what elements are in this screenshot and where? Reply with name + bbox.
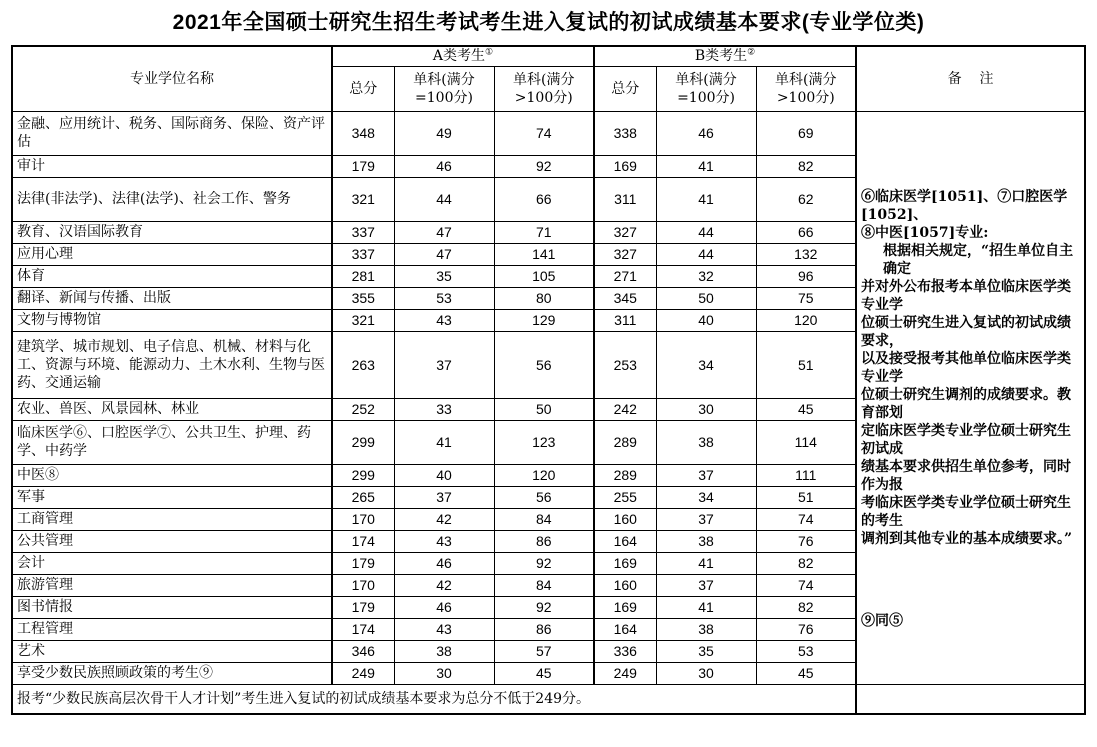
major-name: 会计	[12, 552, 332, 574]
score-a-total: 337	[332, 221, 394, 243]
score-b-s100: 41	[656, 596, 756, 618]
score-b-total: 327	[594, 243, 656, 265]
score-b-sgt: 82	[756, 155, 856, 177]
score-b-total: 160	[594, 508, 656, 530]
score-b-s100: 30	[656, 662, 756, 684]
score-b-sgt: 82	[756, 596, 856, 618]
score-b-total: 169	[594, 596, 656, 618]
major-name: 审计	[12, 155, 332, 177]
score-b-s100: 35	[656, 640, 756, 662]
major-name: 法律(非法学)、法律(法学)、社会工作、警务	[12, 177, 332, 221]
table-row	[12, 111, 1085, 155]
score-b-s100: 38	[656, 618, 756, 640]
header-a-single-gt100-line2: >100分)	[514, 89, 573, 106]
score-b-total: 164	[594, 618, 656, 640]
remarks-line6: 以及接受报考其他单位临床医学类专业学	[861, 350, 1072, 385]
major-name: 翻译、新闻与传播、出版	[12, 287, 332, 309]
major-name: 工程管理	[12, 618, 332, 640]
score-a-total: 249	[332, 662, 394, 684]
score-a-sgt: 105	[494, 265, 594, 287]
header-group-b	[594, 46, 856, 66]
score-a-sgt: 123	[494, 420, 594, 464]
score-a-s100: 42	[394, 574, 494, 596]
score-a-total: 337	[332, 243, 394, 265]
score-a-sgt: 86	[494, 530, 594, 552]
score-a-s100: 33	[394, 398, 494, 420]
major-name: 中医⑧	[12, 464, 332, 486]
score-a-sgt: 92	[494, 155, 594, 177]
score-a-sgt: 120	[494, 464, 594, 486]
score-a-s100: 46	[394, 155, 494, 177]
score-b-sgt: 51	[756, 331, 856, 398]
score-b-total: 338	[594, 111, 656, 155]
header-group-a	[332, 46, 594, 66]
score-a-s100: 49	[394, 111, 494, 155]
score-table	[11, 45, 1086, 715]
header-b-single-100	[656, 66, 756, 111]
score-a-total: 170	[332, 508, 394, 530]
score-a-total: 299	[332, 420, 394, 464]
score-a-total: 321	[332, 177, 394, 221]
header-a-total: 总分	[332, 66, 394, 111]
score-a-sgt: 129	[494, 309, 594, 331]
score-b-sgt: 132	[756, 243, 856, 265]
major-name: 工商管理	[12, 508, 332, 530]
score-b-sgt: 74	[756, 508, 856, 530]
score-b-total: 311	[594, 309, 656, 331]
score-b-total: 255	[594, 486, 656, 508]
score-a-sgt: 71	[494, 221, 594, 243]
score-b-s100: 44	[656, 243, 756, 265]
score-b-sgt: 53	[756, 640, 856, 662]
score-a-sgt: 66	[494, 177, 594, 221]
score-a-total: 263	[332, 331, 394, 398]
remarks-line7: 位硕士研究生调剂的成绩要求。教育部划	[861, 386, 1072, 421]
score-a-s100: 35	[394, 265, 494, 287]
score-b-sgt: 76	[756, 618, 856, 640]
major-name: 公共管理	[12, 530, 332, 552]
score-a-s100: 43	[394, 309, 494, 331]
score-a-s100: 37	[394, 331, 494, 398]
score-b-total: 271	[594, 265, 656, 287]
score-a-total: 179	[332, 596, 394, 618]
footer-note: 报考“少数民族高层次骨干人才计划”考生进入复试的初试成绩基本要求为总分不低于249分。	[12, 684, 856, 714]
score-b-sgt: 96	[756, 265, 856, 287]
major-name: 旅游管理	[12, 574, 332, 596]
score-a-sgt: 86	[494, 618, 594, 640]
score-b-total: 242	[594, 398, 656, 420]
score-a-sgt: 56	[494, 486, 594, 508]
header-b-single-gt100	[756, 66, 856, 111]
header-a-single-100-line2: =100分)	[415, 89, 473, 106]
score-b-sgt: 62	[756, 177, 856, 221]
footer-remarks-empty	[856, 684, 1085, 714]
score-a-total: 355	[332, 287, 394, 309]
score-b-s100: 44	[656, 221, 756, 243]
score-b-sgt: 114	[756, 420, 856, 464]
page-title: 2021年全国硕士研究生招生考试考生进入复试的初试成绩基本要求(专业学位类)	[172, 11, 925, 34]
score-b-s100: 37	[656, 464, 756, 486]
major-name: 农业、兽医、风景园林、林业	[12, 398, 332, 420]
header-b-single-100-line2: =100分)	[677, 89, 735, 106]
score-a-s100: 53	[394, 287, 494, 309]
score-b-s100: 41	[656, 177, 756, 221]
score-b-s100: 41	[656, 552, 756, 574]
remarks-line4: 并对外公布报考本单位临床医学类专业学	[861, 278, 1072, 313]
major-name: 金融、应用统计、税务、国际商务、保险、资产评估	[12, 111, 332, 155]
score-a-s100: 42	[394, 508, 494, 530]
score-a-s100: 43	[394, 618, 494, 640]
score-a-s100: 38	[394, 640, 494, 662]
major-name: 艺术	[12, 640, 332, 662]
score-a-s100: 44	[394, 177, 494, 221]
header-a-single-gt100-line1: 单科(满分	[513, 71, 575, 88]
score-b-s100: 38	[656, 420, 756, 464]
remarks-line2: ⑧中医[1057]专业:	[861, 224, 989, 241]
major-name: 建筑学、城市规划、电子信息、机械、材料与化工、资源与环境、能源动力、土木水利、生物与医药、交通运输	[12, 331, 332, 398]
score-b-s100: 37	[656, 508, 756, 530]
group-a-label: A类考生	[432, 48, 486, 65]
score-a-sgt: 84	[494, 574, 594, 596]
score-a-s100: 46	[394, 552, 494, 574]
score-b-sgt: 74	[756, 574, 856, 596]
score-a-total: 281	[332, 265, 394, 287]
score-b-sgt: 75	[756, 287, 856, 309]
score-b-sgt: 111	[756, 464, 856, 486]
score-a-total: 346	[332, 640, 394, 662]
header-major-name: 专业学位名称	[12, 46, 332, 111]
score-b-total: 160	[594, 574, 656, 596]
score-a-total: 348	[332, 111, 394, 155]
score-b-s100: 34	[656, 486, 756, 508]
major-name: 体育	[12, 265, 332, 287]
score-b-total: 289	[594, 420, 656, 464]
header-row-groups	[12, 46, 1085, 66]
remarks-line3: 根据相关规定，“招生单位自主确定	[883, 242, 1074, 277]
major-name: 临床医学⑥、口腔医学⑦、公共卫生、护理、药学、中药学	[12, 420, 332, 464]
remarks-line8: 定临床医学类专业学位硕士研究生初试成	[861, 422, 1072, 457]
remarks-line10: 考临床医学类专业学位硕士研究生的考生	[861, 494, 1072, 529]
score-a-total: 179	[332, 155, 394, 177]
score-a-total: 252	[332, 398, 394, 420]
score-a-s100: 30	[394, 662, 494, 684]
score-a-s100: 41	[394, 420, 494, 464]
score-a-sgt: 45	[494, 662, 594, 684]
score-b-sgt: 51	[756, 486, 856, 508]
remarks-notes	[856, 111, 1085, 684]
score-a-sgt: 74	[494, 111, 594, 155]
score-a-sgt: 92	[494, 552, 594, 574]
score-a-sgt: 56	[494, 331, 594, 398]
header-b-total: 总分	[594, 66, 656, 111]
remarks-line11: 调剂到其他专业的基本成绩要求。”	[861, 530, 1073, 547]
score-b-total: 311	[594, 177, 656, 221]
score-b-s100: 40	[656, 309, 756, 331]
score-a-total: 265	[332, 486, 394, 508]
score-b-total: 253	[594, 331, 656, 398]
score-b-total: 249	[594, 662, 656, 684]
remarks-line5: 位硕士研究生进入复试的初试成绩要求，	[861, 314, 1072, 349]
header-b-single-gt100-line1: 单科(满分	[775, 71, 837, 88]
score-b-sgt: 76	[756, 530, 856, 552]
header-a-single-100-line1: 单科(满分	[413, 71, 475, 88]
header-b-single-gt100-line2: >100分)	[776, 89, 835, 106]
score-b-s100: 46	[656, 111, 756, 155]
score-a-total: 174	[332, 618, 394, 640]
score-a-s100: 47	[394, 221, 494, 243]
score-a-s100: 43	[394, 530, 494, 552]
score-b-s100: 37	[656, 574, 756, 596]
remarks-line9: 绩基本要求供招生单位参考，同时作为报	[861, 458, 1072, 493]
major-name: 教育、汉语国际教育	[12, 221, 332, 243]
score-a-total: 174	[332, 530, 394, 552]
score-a-s100: 47	[394, 243, 494, 265]
score-b-total: 289	[594, 464, 656, 486]
score-b-s100: 32	[656, 265, 756, 287]
score-b-s100: 30	[656, 398, 756, 420]
group-b-footnote: ②	[747, 47, 756, 58]
score-a-total: 321	[332, 309, 394, 331]
score-b-sgt: 66	[756, 221, 856, 243]
header-a-single-gt100	[494, 66, 594, 111]
score-b-sgt: 45	[756, 398, 856, 420]
score-a-sgt: 57	[494, 640, 594, 662]
major-name: 军事	[12, 486, 332, 508]
header-remarks: 备 注	[856, 46, 1085, 111]
score-b-total: 327	[594, 221, 656, 243]
score-b-sgt: 69	[756, 111, 856, 155]
score-b-sgt: 82	[756, 552, 856, 574]
score-a-s100: 37	[394, 486, 494, 508]
remarks-line12: ⑨同⑤	[861, 612, 904, 629]
score-a-sgt: 84	[494, 508, 594, 530]
score-a-sgt: 50	[494, 398, 594, 420]
score-b-total: 164	[594, 530, 656, 552]
major-name: 图书情报	[12, 596, 332, 618]
score-b-s100: 38	[656, 530, 756, 552]
group-a-footnote: ①	[485, 47, 494, 58]
footer-row	[12, 684, 1085, 714]
major-name: 享受少数民族照顾政策的考生⑨	[12, 662, 332, 684]
score-b-sgt: 120	[756, 309, 856, 331]
group-b-label: B类考生	[694, 48, 748, 65]
score-a-total: 170	[332, 574, 394, 596]
score-a-sgt: 92	[494, 596, 594, 618]
score-b-sgt: 45	[756, 662, 856, 684]
score-b-s100: 50	[656, 287, 756, 309]
score-b-total: 169	[594, 155, 656, 177]
remarks-line1: ⑥临床医学[1051]、⑦口腔医学[1052]、	[861, 188, 1068, 223]
score-a-sgt: 80	[494, 287, 594, 309]
score-a-sgt: 141	[494, 243, 594, 265]
major-name: 文物与博物馆	[12, 309, 332, 331]
score-b-total: 169	[594, 552, 656, 574]
header-b-single-100-line1: 单科(满分	[675, 71, 737, 88]
score-a-s100: 46	[394, 596, 494, 618]
score-b-s100: 34	[656, 331, 756, 398]
score-b-total: 345	[594, 287, 656, 309]
score-b-total: 336	[594, 640, 656, 662]
score-a-total: 299	[332, 464, 394, 486]
major-name: 应用心理	[12, 243, 332, 265]
score-a-s100: 40	[394, 464, 494, 486]
score-a-total: 179	[332, 552, 394, 574]
header-a-single-100	[394, 66, 494, 111]
score-b-s100: 41	[656, 155, 756, 177]
